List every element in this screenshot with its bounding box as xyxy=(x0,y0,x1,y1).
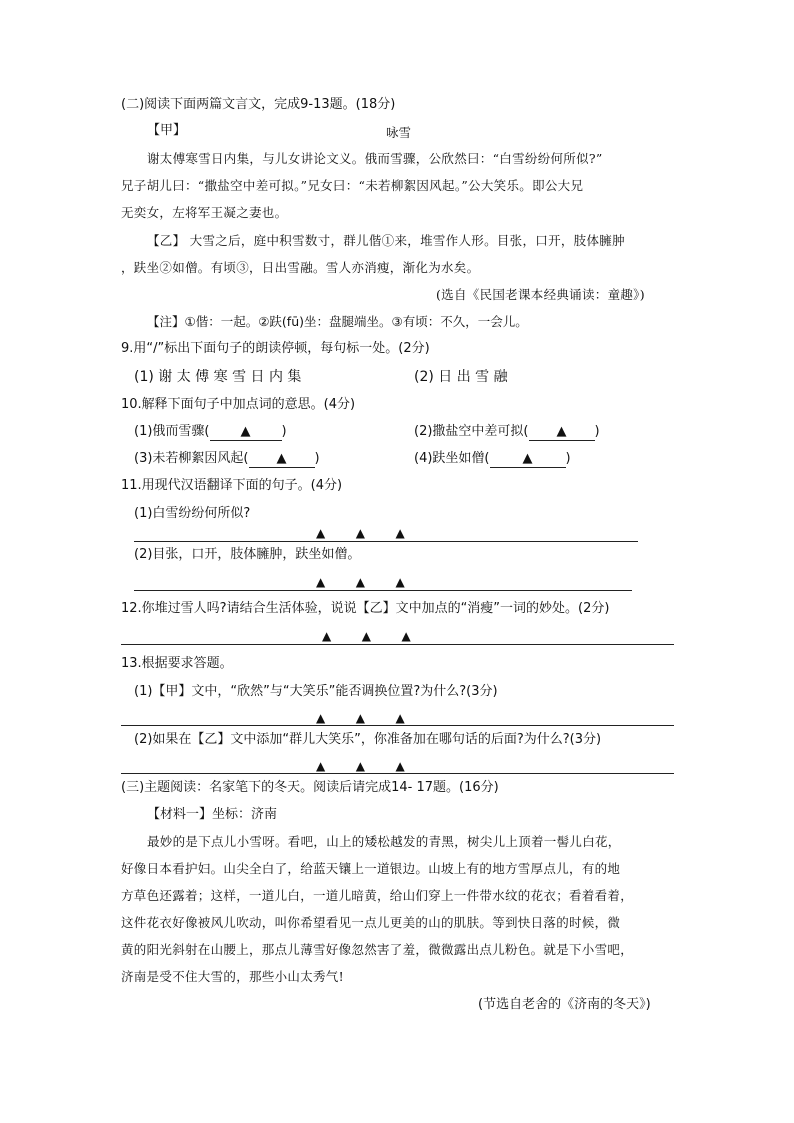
passage-text: 好像日本看护妇。山尖全白了，给蓝天镶上一道银边。山坡上有的地方雪厚点儿，有的地 xyxy=(121,861,621,876)
q10-item-text: (1)俄而雪骤( xyxy=(134,424,210,439)
answer-line[interactable] xyxy=(134,541,638,542)
q11-item-2: (2)目张，口开，肢体臃肿，趺坐如僧。 xyxy=(134,547,361,562)
source-citation: (选自《民国老课本经典诵读：童趣》) xyxy=(436,287,645,302)
q13-item-1: (1)【甲】文中，“欣然”与“大笑乐”能否调换位置?为什么?(3分) xyxy=(134,684,498,699)
answer-marker: ▲ ▲ ▲ xyxy=(316,526,405,540)
q10-close: ) xyxy=(594,424,600,439)
answer-line[interactable] xyxy=(134,590,632,591)
section-heading: (二)阅读下面两篇文言文，完成9-13题。(18分) xyxy=(121,97,396,112)
passage-text: ，趺坐②如僧。有顷③，日出雪融。雪人亦消瘦，渐化为水矣。 xyxy=(121,260,480,275)
passage-label-jia: 【甲】 xyxy=(147,123,187,138)
passage-text: 济南是受不住大雪的，那些小山太秀气! xyxy=(121,969,344,984)
passage-text: 无奕女，左将军王凝之妻也。 xyxy=(121,205,288,220)
answer-marker: ▲ ▲ ▲ xyxy=(322,629,411,643)
question-9: 9.用“/”标出下面句子的朗读停顿，每句标一处。(2分) xyxy=(121,341,430,356)
q10-item-4 xyxy=(414,450,571,468)
q13-item-2: (2)如果在【乙】文中添加“群儿大笑乐”，你准备加在哪句话的后面?为什么?(3分) xyxy=(134,732,602,747)
passage-text: 谢太傅寒雪日内集，与儿女讲论文义。俄而雪骤，公欣然曰：“白雪纷纷何所似?” xyxy=(147,151,603,166)
material-label: 【材料一】坐标：济南 xyxy=(147,807,278,822)
answer-line[interactable] xyxy=(121,644,674,645)
answer-blank[interactable] xyxy=(529,424,595,441)
question-13: 13.根据要求答题。 xyxy=(121,656,233,671)
q11-item-1: (1)白雪纷纷何所似? xyxy=(134,506,251,521)
answer-marker: ▲ xyxy=(556,424,567,439)
answer-blank[interactable] xyxy=(490,451,566,468)
q10-close: ) xyxy=(565,451,571,466)
answer-marker: ▲ ▲ ▲ xyxy=(316,711,405,725)
q10-close: ) xyxy=(281,424,287,439)
passage-text: 【乙】 大雪之后，庭中积雪数寸，群儿偕①来，堆雪作人形。目张，口开，肢体臃肿 xyxy=(147,233,625,248)
q10-item-text: (3)未若柳絮因风起( xyxy=(134,451,249,466)
question-10: 10.解释下面句子中加点词的意思。(4分) xyxy=(121,397,356,412)
answer-marker: ▲ xyxy=(522,451,533,466)
section-heading: (三)主题阅读：名家笔下的冬天。阅读后请完成14- 17题。(16分) xyxy=(121,780,499,795)
question-12: 12.你堆过雪人吗?请结合生活体验，说说【乙】文中加点的“消瘦”一词的妙处。(2分) xyxy=(121,601,610,616)
answer-marker: ▲ ▲ ▲ xyxy=(316,759,405,773)
passage-text: 最妙的是下点儿小雪呀。看吧，山上的矮松越发的青黑，树尖儿上顶着一髻儿白花， xyxy=(147,834,621,849)
footnote: 【注】①偕：一起。②趺(fū)坐：盘腿端坐。③有顷：不久，一会儿。 xyxy=(147,314,528,329)
answer-blank[interactable] xyxy=(210,424,282,441)
q10-item-text: (2)撒盐空中差可拟( xyxy=(414,424,529,439)
q9-item-2: (2) 日 出 雪 融 xyxy=(414,369,508,385)
answer-marker: ▲ xyxy=(240,424,251,439)
answer-marker: ▲ xyxy=(276,451,287,466)
q9-item-1: (1) 谢 太 傅 寒 雪 日 内 集 xyxy=(134,369,302,385)
passage-text: 黄的阳光斜射在山腰上，那点儿薄雪好像忽然害了羞，微微露出点儿粉色。就是下小雪吧， xyxy=(121,942,634,957)
passage-text: 方草色还露着；这样，一道儿白，一道儿暗黄，给山们穿上一件带水纹的花衣；看着看着， xyxy=(121,888,634,903)
q10-item-1 xyxy=(134,423,287,441)
q10-item-3 xyxy=(134,450,320,468)
answer-line[interactable] xyxy=(121,725,674,726)
q10-item-text: (4)趺坐如僧( xyxy=(414,451,490,466)
passage-text: 这件花衣好像被风儿吹动，叫你希望看见一点儿更美的山的肌肤。等到快日落的时候，微 xyxy=(121,915,621,930)
passage-title: 咏雪 xyxy=(386,125,412,140)
answer-marker: ▲ ▲ ▲ xyxy=(316,575,405,589)
passage-text: 兄子胡儿曰：“撒盐空中差可拟。”兄女曰：“未若柳絮因风起。”公大笑乐。即公大兄 xyxy=(121,178,584,193)
answer-blank[interactable] xyxy=(249,451,315,468)
answer-line[interactable] xyxy=(121,773,674,774)
q10-close: ) xyxy=(314,451,320,466)
q10-item-2 xyxy=(414,423,600,441)
question-11: 11.用现代汉语翻译下面的句子。(4分) xyxy=(121,478,343,493)
source-citation: (节选自老舍的《济南的冬天》) xyxy=(478,997,651,1012)
